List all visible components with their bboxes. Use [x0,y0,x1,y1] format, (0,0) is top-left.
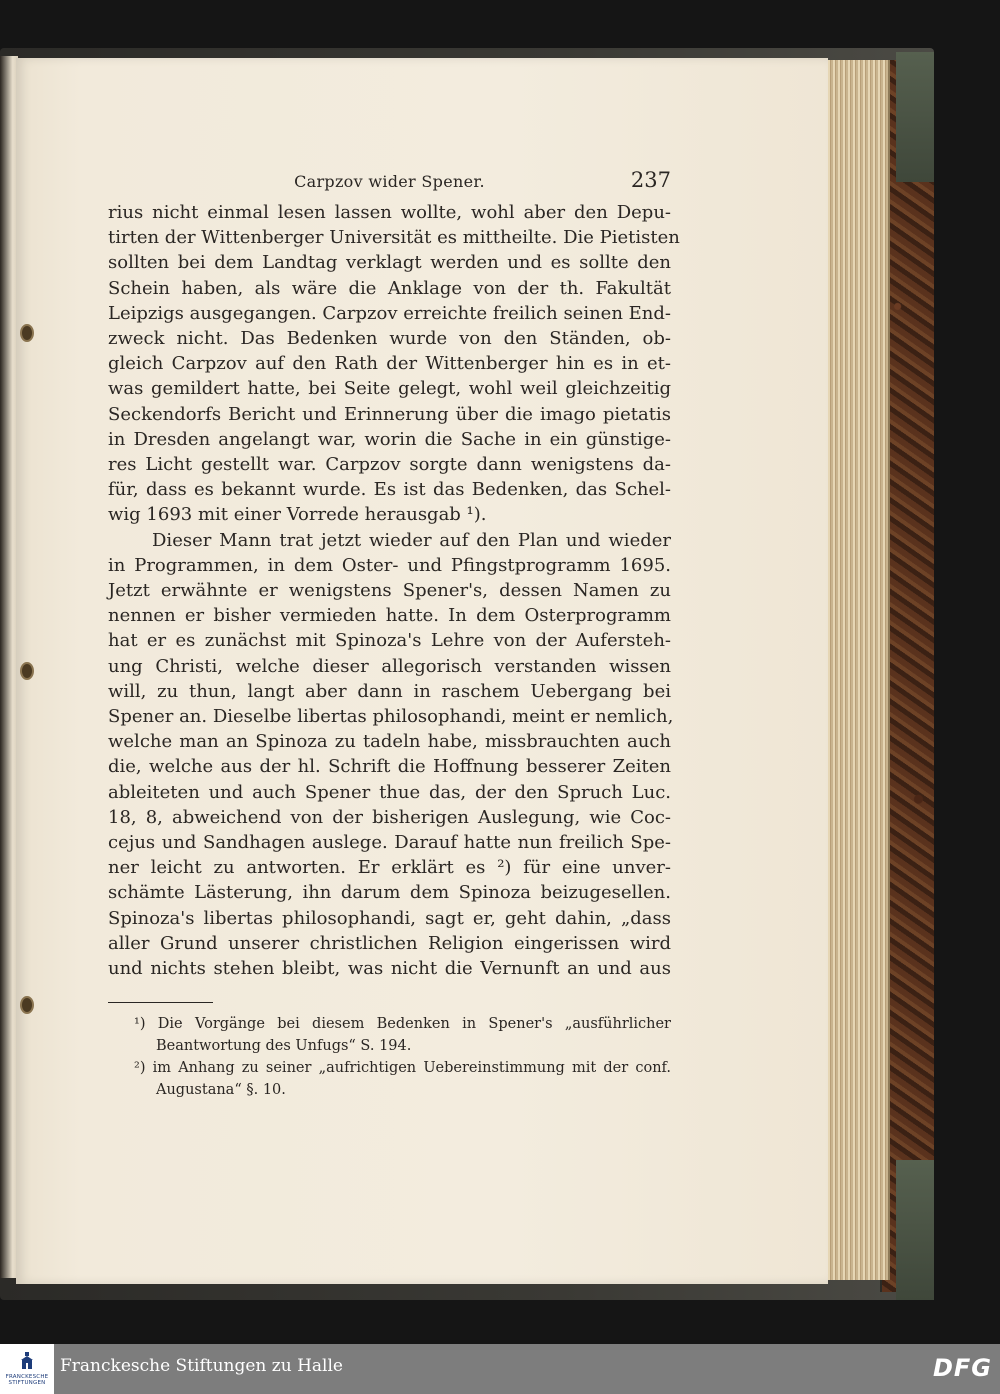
text-line: will, zu thun, langt aber dann in raschem Uebergang bei [108,680,671,702]
footnote-2: ²) im Anhang zu seiner „aufrichtigen Uebereinstimmung mit der conf. [134,1060,671,1077]
text-line: Leipzigs ausgegangen. Carpzov erreichte freilich seinen End- [108,302,671,324]
text-line: rius nicht einmal lesen lassen wollte, wohl aber den Depu- [108,202,671,223]
text-line: in Dresden angelangt war, worin die Sache in ein günstige- [108,428,671,450]
page-number: 237 [630,168,671,192]
text-line: nennen er bisher vermieden hatte. In dem Osterprogramm [108,605,671,627]
binding-thread-mark [22,326,32,340]
text-line: aller Grund unserer christlichen Religion eingerissen wird [108,932,671,954]
text-line: cejus und Sandhagen auslege. Darauf hatte nun freilich Spe- [108,832,671,854]
text-line: Schein haben, als wäre die Anklage von der th. Fakultät [108,277,671,299]
footer-bar [0,1344,1000,1394]
text-line: und nichts stehen bleibt, was nicht die Vernunft an und aus [108,958,671,980]
page-text-block [108,168,680,1101]
text-line: sollten bei dem Landtag verklagt werden und es sollte den [108,252,671,274]
text-line: Spinoza's libertas philosophandi, sagt er, geht dahin, „dass [108,907,671,929]
text-line: 18, 8, abweichend von der bisherigen Auslegung, wie Coc- [108,806,671,828]
running-head [108,168,671,200]
footnote-2-continued: Augustana“ §. 10. [156,1082,286,1099]
logo-caption: FRANCKESCHE STIFTUNGEN [5,1374,49,1386]
text-line: die, welche aus der hl. Schrift die Hoffnung besserer Zeiten [108,756,671,778]
footnote-1-continued: Beantwortung des Unfugs“ S. 194. [156,1038,412,1055]
text-line: hat er es zunächst mit Spinoza's Lehre von der Aufersteh- [108,630,671,652]
text-line: ung Christi, welche dieser allegorisch verstanden wissen [108,655,671,677]
cloth-corner-bottom [896,1160,934,1300]
page-block-edges [826,60,890,1280]
binding-thread-mark [22,664,32,678]
footnote-rule [108,1002,213,1003]
text-line: in Programmen, in dem Oster- und Pfingstprogramm 1695. [108,554,671,576]
text-line: tirten der Wittenberger Universität es mittheilte. Die Pietisten [108,227,680,249]
text-line: Seckendorfs Bericht und Erinnerung über die imago pietatis [108,403,671,425]
text-line: Jetzt erwähnte er wenigstens Spener's, dessen Namen zu [108,580,671,602]
body-text [108,200,680,981]
running-title: Carpzov wider Spener. [294,172,485,191]
text-line: zweck nicht. Das Bedenken wurde von den Ständen, ob- [108,328,671,350]
binding-thread-mark [22,998,32,1012]
text-line: was gemildert hatte, bei Seite gelegt, wohl weil gleichzeitig [108,378,671,400]
building-icon [20,1352,34,1370]
text-line: ner leicht zu antworten. Er erklärt es ²) für eine unver- [108,857,671,879]
footnote-1: ¹) Die Vorgänge bei diesem Bedenken in Spener's „ausführlicher [134,1016,671,1033]
text-line: res Licht gestellt war. Carpzov sorgte dann wenigstens da- [108,454,671,476]
text-line: für, dass es bekannt wurde. Es ist das Bedenken, das Schel- [108,479,671,501]
institution-logo[interactable] [0,1344,54,1394]
text-line: welche man an Spinoza zu tadeln habe, missbrauchten auch [108,731,671,753]
text-line: Spener an. Dieselbe libertas philosophandi, meint er nemlich, [108,706,674,728]
text-line: gleich Carpzov auf den Rath der Wittenberger hin es in et- [108,353,671,375]
dfg-logo[interactable]: DFG [932,1354,992,1382]
cloth-corner-top [896,52,934,182]
text-line: Dieser Mann trat jetzt wieder auf den Plan und wieder [152,529,671,551]
footnotes [108,1013,671,1101]
text-line: wig 1693 mit einer Vorrede herausgab ¹). [108,504,487,526]
text-line: schämte Lästerung, ihn darum dem Spinoza beizugesellen. [108,882,671,904]
institution-name[interactable]: Franckesche Stiftungen zu Halle [60,1356,343,1376]
text-line: ableiteten und auch Spener thue das, der den Spruch Luc. [108,781,671,803]
